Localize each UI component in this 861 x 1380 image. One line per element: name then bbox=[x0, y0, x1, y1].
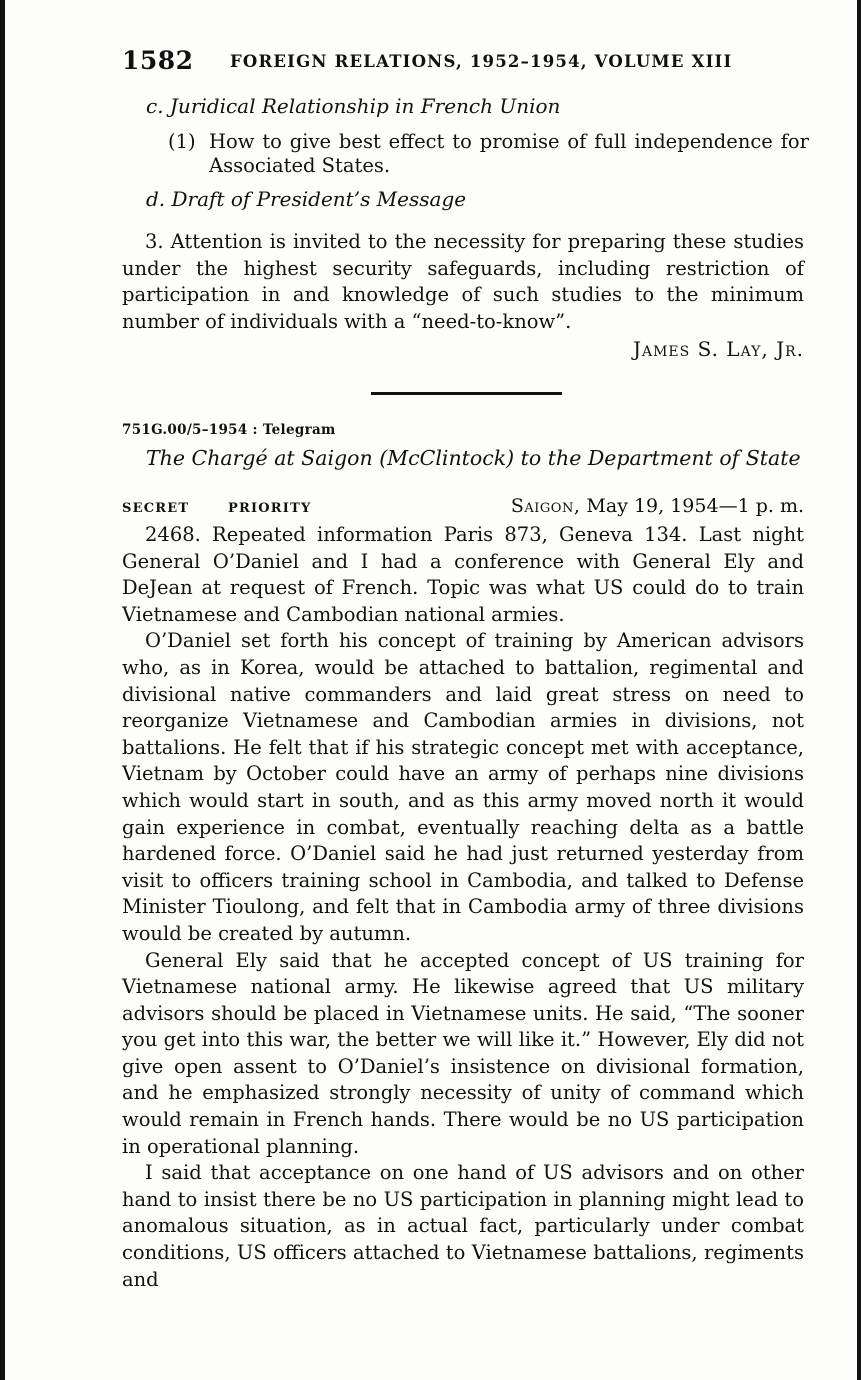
telegram-body bbox=[122, 522, 804, 1293]
paragraph-3: 3. Attention is invited to the necessity for preparing these studies under the highest security safeguards, including restriction of participation in and knowledge of such studies to the minimum number of individuals with a “need-to-know”. bbox=[122, 230, 804, 333]
scan-border-left bbox=[0, 0, 5, 1380]
signature: James S. Lay, Jr. bbox=[632, 337, 804, 361]
precedence: PRIORITY bbox=[228, 501, 312, 516]
section-divider bbox=[371, 392, 562, 395]
classification: SECRET bbox=[122, 501, 190, 516]
page-number: 1582 bbox=[122, 46, 194, 75]
outline-item-number: (1) bbox=[168, 130, 196, 153]
outline-heading-d: d. Draft of President’s Message bbox=[146, 187, 467, 211]
outline-item-text: How to give best effect to promise of full independence for Associated States. bbox=[209, 130, 809, 177]
body-paragraph: 2468. Repeated information Paris 873, Geneva 134. Last night General O’Daniel and I had a conference with General Ely and DeJean at request of French. Topic was what US could do to train Vietnamese and Cambodian national armies. bbox=[122, 523, 804, 626]
body-paragraph: O’Daniel set forth his concept of training by American advisors who, as in Korea, would be attached to battalion, regimental and divisional native commanders and laid great stress on need to reorganize Vietnamese and Cambodian armies in divisions, not battalions. He felt that if his strategic concept met with acceptance, Vietnam by October could have an army of perhaps nine divisions which would start in south, and as this army moved north it would gain experience in combat, eventually reaching delta as a battle hardened force. O’Daniel said he had just returned yesterday from visit to officers training school in Cambodia, and talked to Defense Minister Tioulong, and felt that in Cambodia army of three divisions would be created by autumn. bbox=[122, 629, 804, 945]
body-paragraph: General Ely said that he accepted concept of US training for Vietnamese national army. He likewise agreed that US military advisors should be placed in Vietnamese units. He said, “The sooner you get into this war, the better we will like it.” However, Ely did not give open assent to O’Daniel’s insistence on divisional formation, and he emphasized strongly necessity of unity of command which would remain in French hands. There would be no US participation in operational planning. bbox=[122, 948, 804, 1158]
body-paragraph: I said that acceptance on one hand of US advisors and on other hand to insist there be no US participation in planning might lead to anomalous situation, as in actual fact, particularly under combat conditions, US officers attached to Vietnamese battalions, regiments and bbox=[122, 1161, 804, 1291]
dateline-place: Saigon, bbox=[510, 495, 581, 517]
scan-border-right bbox=[857, 0, 861, 1380]
document-title: The Chargé at Saigon (McClintock) to the Department of State bbox=[146, 446, 801, 470]
document-file-id: 751G.00/5–1954 : Telegram bbox=[122, 422, 336, 438]
dateline-date: May 19, 1954—1 p. m. bbox=[586, 495, 804, 517]
running-head-title: FOREIGN RELATIONS, 1952–1954, VOLUME XIII bbox=[230, 52, 733, 71]
outline-heading-c: c. Juridical Relationship in French Union bbox=[146, 94, 561, 118]
dateline bbox=[511, 495, 804, 517]
